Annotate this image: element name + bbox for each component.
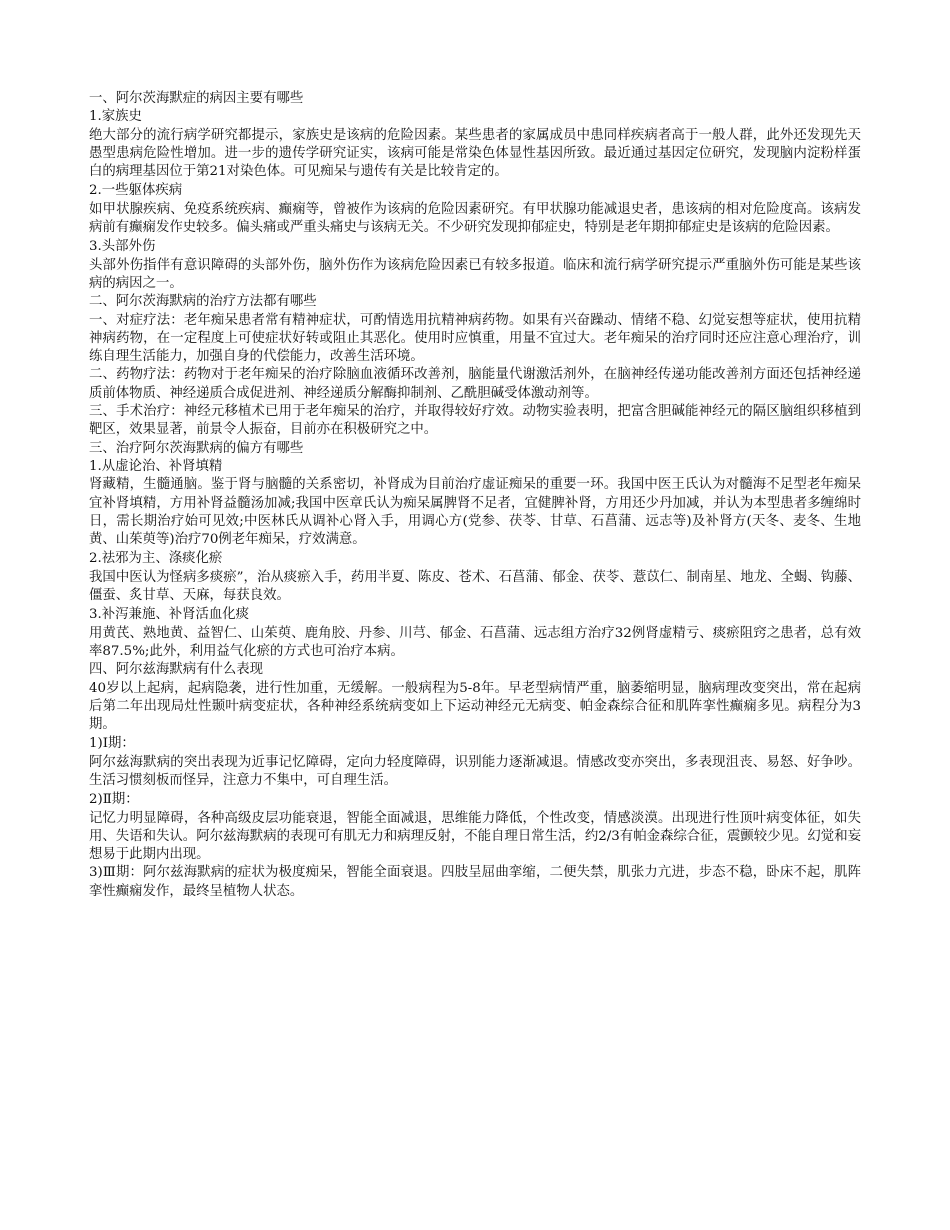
section-heading-folk-remedies: 三、治疗阿尔茨海默病的偏方有哪些	[89, 440, 304, 456]
paragraph-family-history: 绝大部分的流行病学研究都提示，家族史是该病的危险因素。某些患者的家属成员中患同样疾病者高于一般人群，此外还发现先天愚型患病危险性增加。进一步的遗传学研究证实，该病可能是常染色体显性基因所致。最近通过基因定位研究，发现脑内淀粉样蛋白的病理基因位于第21对染色体。可见痴呆与遗传有关是比较肯定的。	[89, 127, 861, 180]
section-heading-manifestations: 四、阿尔兹海默病有什么表现	[89, 662, 264, 678]
subheading-head-injury: 3.头部外伤	[89, 239, 156, 255]
paragraph-stage-3: 3)Ⅲ期：阿尔兹海默病的症状为极度痴呆，智能全面衰退。四肢呈屈曲挛缩，二便失禁，肌张力亢进，步态不稳，卧床不起，肌阵挛性癫痫发作，最终呈植物人状态。	[89, 865, 861, 899]
subheading-tonify-kidney: 1.从虚论治、补肾填精	[89, 458, 223, 474]
paragraph-surgical-treatment: 三、手术治疗：神经元移植术已用于老年痴呆的治疗，并取得较好疗效。动物实验表明，把富含胆碱能神经元的隔区脑组织移植到靶区，效果显著，前景令人振奋，目前亦在积极研究之中。	[89, 404, 861, 438]
subheading-phlegm-stasis: 2.祛邪为主、涤痰化瘀	[89, 551, 223, 567]
paragraph-tonify-and-purge: 用黄芪、熟地黄、益智仁、山茱萸、鹿角胶、丹参、川芎、郁金、石菖蒲、远志组方治疗32例肾虚精亏、痰瘀阻窍之患者，总有效率87.5%;此外，利用益气化瘀的方式也可治疗本病。	[89, 625, 861, 659]
paragraph-physical-diseases: 如甲状腺疾病、免疫系统疾病、癫痫等，曾被作为该病的危险因素研究。有甲状腺功能减退史者，患该病的相对危险度高。该病发病前有癫痫发作史较多。偏头痛或严重头痛史与该病无关。不少研究发现抑郁症史，特别是老年期抑郁症史是该病的危险因素。	[89, 201, 861, 236]
subheading-tonify-and-purge: 3.补泻兼施、补肾活血化痰	[89, 607, 250, 623]
paragraph-head-injury: 头部外伤指伴有意识障碍的头部外伤，脑外伤作为该病危险因素已有较多报道。临床和流行病学研究提示严重脑外伤可能是某些该病的病因之一。	[89, 257, 861, 291]
subheading-physical-diseases: 2.一些躯体疾病	[89, 183, 183, 199]
subheading-family-history: 1.家族史	[89, 109, 142, 125]
section-heading-causes: 一、阿尔茨海默症的病因主要有哪些	[89, 91, 304, 106]
paragraph-stage-1: 阿尔兹海默病的突出表现为近事记忆障碍，定向力轻度障碍，识别能力逐渐减退。情感改变亦突出，多表现沮丧、易怒、好争吵。生活习惯刻板而怪异，注意力不集中，可自理生活。	[89, 754, 861, 788]
paragraph-drug-therapy: 二、药物疗法：药物对于老年痴呆的治疗除脑血液循环改善剂，脑能量代谢激活剂外，在脑神经传递功能改善剂方面还包括神经递质前体物质、神经递质合成促进剂、神经递质分解酶抑制剂、乙酰胆碱受体激动剂等。	[89, 367, 861, 401]
subheading-stage-2: 2)Ⅱ期：	[89, 792, 139, 808]
subheading-stage-1: 1)Ⅰ期：	[89, 736, 135, 752]
section-heading-treatments: 二、阿尔茨海默病的治疗方法都有哪些	[89, 294, 317, 310]
paragraph-manifestations: 40岁以上起病，起病隐袭，进行性加重，无缓解。一般病程为5-8年。早老型病情严重，脑萎缩明显，脑病理改变突出，常在起病后第二年出现局灶性颞叶病变症状，各种神经系统病变如上下运动神经元无病变、帕金森综合征和肌阵挛性癫痫多见。病程分为3期。	[89, 680, 861, 733]
paragraph-tonify-kidney: 肾藏精，生髓通脑。鉴于肾与脑髓的关系密切，补肾成为目前治疗虚证痴呆的重要一环。我国中医王氏认为对髓海不足型老年痴呆宜补肾填精，方用补肾益髓汤加减;我国中医章氏认为痴呆属脾肾不足者，宜健脾补肾，方用还少丹加减，并认为本型患者多缠绵时日，需长期治疗始可见效;中医林氏从调补心肾入手，用调心方(党参、茯苓、甘草、石菖蒲、远志等)及补肾方(天冬、麦冬、生地黄、山茱萸等)治疗70例老年痴呆，疗效满意。	[89, 477, 861, 548]
paragraph-stage-2: 记忆力明显障碍，各种高级皮层功能衰退，智能全面减退，思维能力降低，个性改变，情感淡漠。出现进行性顶叶病变体征，如失用、失语和失认。阿尔兹海默病的表现可有肌无力和病理反射，不能自理日常生活，约2/3有帕金森综合征，震颤较少见。幻觉和妄想易于此期内出现。	[89, 810, 861, 863]
document-body	[89, 90, 861, 901]
paragraph-symptomatic-therapy: 一、对症疗法：老年痴呆患者常有精神症状，可酌情选用抗精神病药物。如果有兴奋躁动、情绪不稳、幻觉妄想等症状，使用抗精神病药物，在一定程度上可使症状好转或阻止其恶化。使用时应慎重，用量不宜过大。老年痴呆的治疗同时还应注意心理治疗，训练自理生活能力，加强自身的代偿能力，改善生活环境。	[89, 312, 861, 365]
paragraph-phlegm-stasis: 我国中医认为怪病多痰瘀”，治从痰瘀入手，药用半夏、陈皮、苍术、石菖蒲、郁金、茯苓、薏苡仁、制南星、地龙、全蝎、钩藤、僵蚕、炙甘草、天麻，每获良效。	[89, 569, 861, 604]
